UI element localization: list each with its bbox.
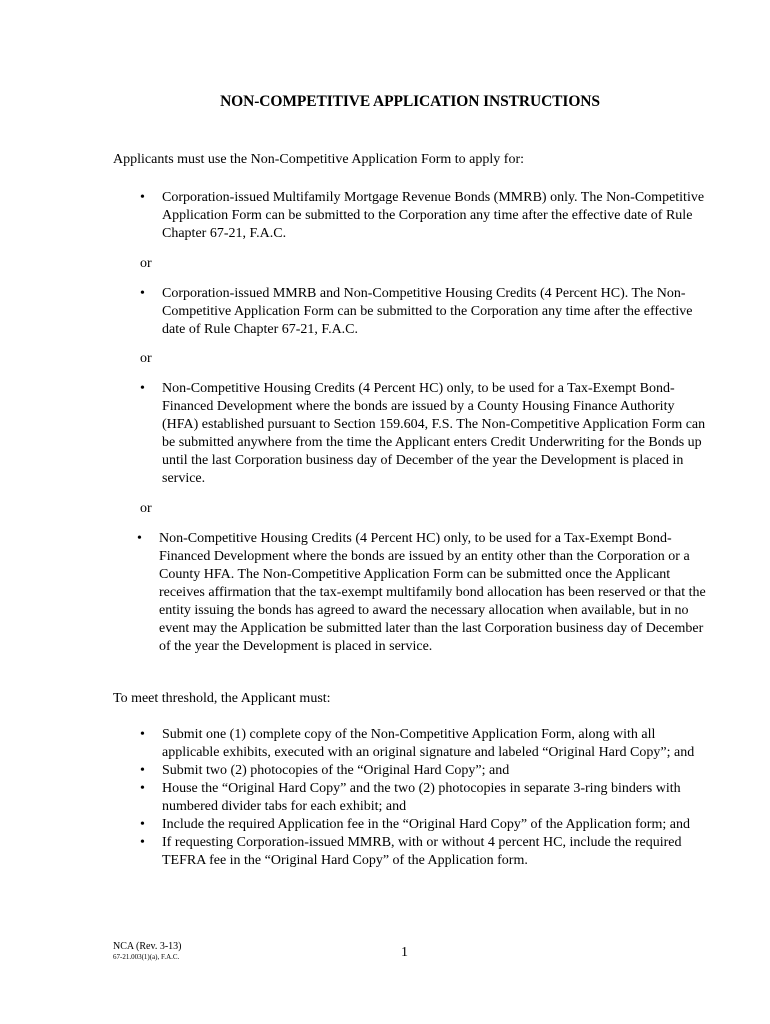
threshold-list <box>140 726 710 870</box>
intro-paragraph: Applicants must use the Non-Competitive Application Form to apply for: <box>113 152 525 167</box>
threshold-item-text: Submit two (2) photocopies of the “Original Hard Copy”; and <box>162 763 510 778</box>
footer-form-code-block <box>113 941 182 962</box>
bullet-icon: • <box>140 727 145 742</box>
threshold-item-text: If requesting Corporation-issued MMRB, with or without 4 percent HC, include the required TEFRA fee in the “Original Hard Copy” of the Application form. <box>162 835 682 868</box>
bullet-icon: • <box>140 817 145 832</box>
footer-form-code: NCA (Rev. 3-13) <box>113 941 182 952</box>
or-separator: or <box>140 351 152 366</box>
bullet-icon: • <box>137 531 142 546</box>
option-item-hc-county-hfa: Non-Competitive Housing Credits (4 Percent HC) only, to be used for a Tax-Exempt Bond-Financed Development where the bonds are issued by a County Housing Finance Authority (HFA) established pursuant to Section 159.604, F.S. The Non-Competitive Application Form can be submitted anywhere from the time the Applicant enters Credit Underwriting for the Bonds up until the last Corporation business day of December of the year the Development is placed in service. <box>162 381 706 486</box>
bullet-icon: • <box>140 190 145 205</box>
footer-rule-ref: 67-21.003(1)(a), F.A.C. <box>113 953 180 961</box>
option-item-mmrb-hc: Corporation-issued MMRB and Non-Competitive Housing Credits (4 Percent HC). The Non-Competitive Application Form can be submitted to the Corporation any time after the effective date of Rule Chapter 67-21, F.A.C. <box>162 286 693 337</box>
page-number: 1 <box>401 945 408 960</box>
bullet-icon: • <box>140 835 145 850</box>
threshold-item <box>140 816 710 834</box>
threshold-item <box>140 762 710 780</box>
option-item-hc-other-entity: Non-Competitive Housing Credits (4 Percent HC) only, to be used for a Tax-Exempt Bond-Financed Development where the bonds are issued by an entity other than the Corporation or a County HFA. The Non-Competitive Application Form can be submitted once the Applicant receives affirmation that the tax-exempt multifamily bond allocation has been reserved or that the entity issuing the bonds has agreed to award the necessary allocation when available, but in no event may the Application be submitted later than the last Corporation business day of December of the year the Development is placed in service. <box>159 531 706 654</box>
bullet-icon: • <box>140 381 145 396</box>
threshold-item <box>140 780 710 816</box>
or-separator: or <box>140 256 152 271</box>
bullet-icon: • <box>140 763 145 778</box>
threshold-item-text: Submit one (1) complete copy of the Non-Competitive Application Form, along with all applicable exhibits, executed with an original signature and labeled “Original Hard Copy”; and <box>162 727 695 760</box>
threshold-intro: To meet threshold, the Applicant must: <box>113 691 331 706</box>
bullet-icon: • <box>140 286 145 301</box>
threshold-item-text: House the “Original Hard Copy” and the two (2) photocopies in separate 3-ring binders with numbered divider tabs for each exhibit; and <box>162 781 681 814</box>
or-separator: or <box>140 501 152 516</box>
bullet-icon: • <box>140 781 145 796</box>
page-title: NON-COMPETITIVE APPLICATION INSTRUCTIONS <box>220 93 600 110</box>
threshold-item-text: Include the required Application fee in the “Original Hard Copy” of the Application form; and <box>162 817 690 832</box>
threshold-item <box>140 834 710 870</box>
option-item-mmrb: Corporation-issued Multifamily Mortgage Revenue Bonds (MMRB) only. The Non-Competitive Application Form can be submitted to the Corporation any time after the effective date of Rule Chapter 67-21, F.A.C. <box>162 190 705 241</box>
threshold-item <box>140 726 710 762</box>
